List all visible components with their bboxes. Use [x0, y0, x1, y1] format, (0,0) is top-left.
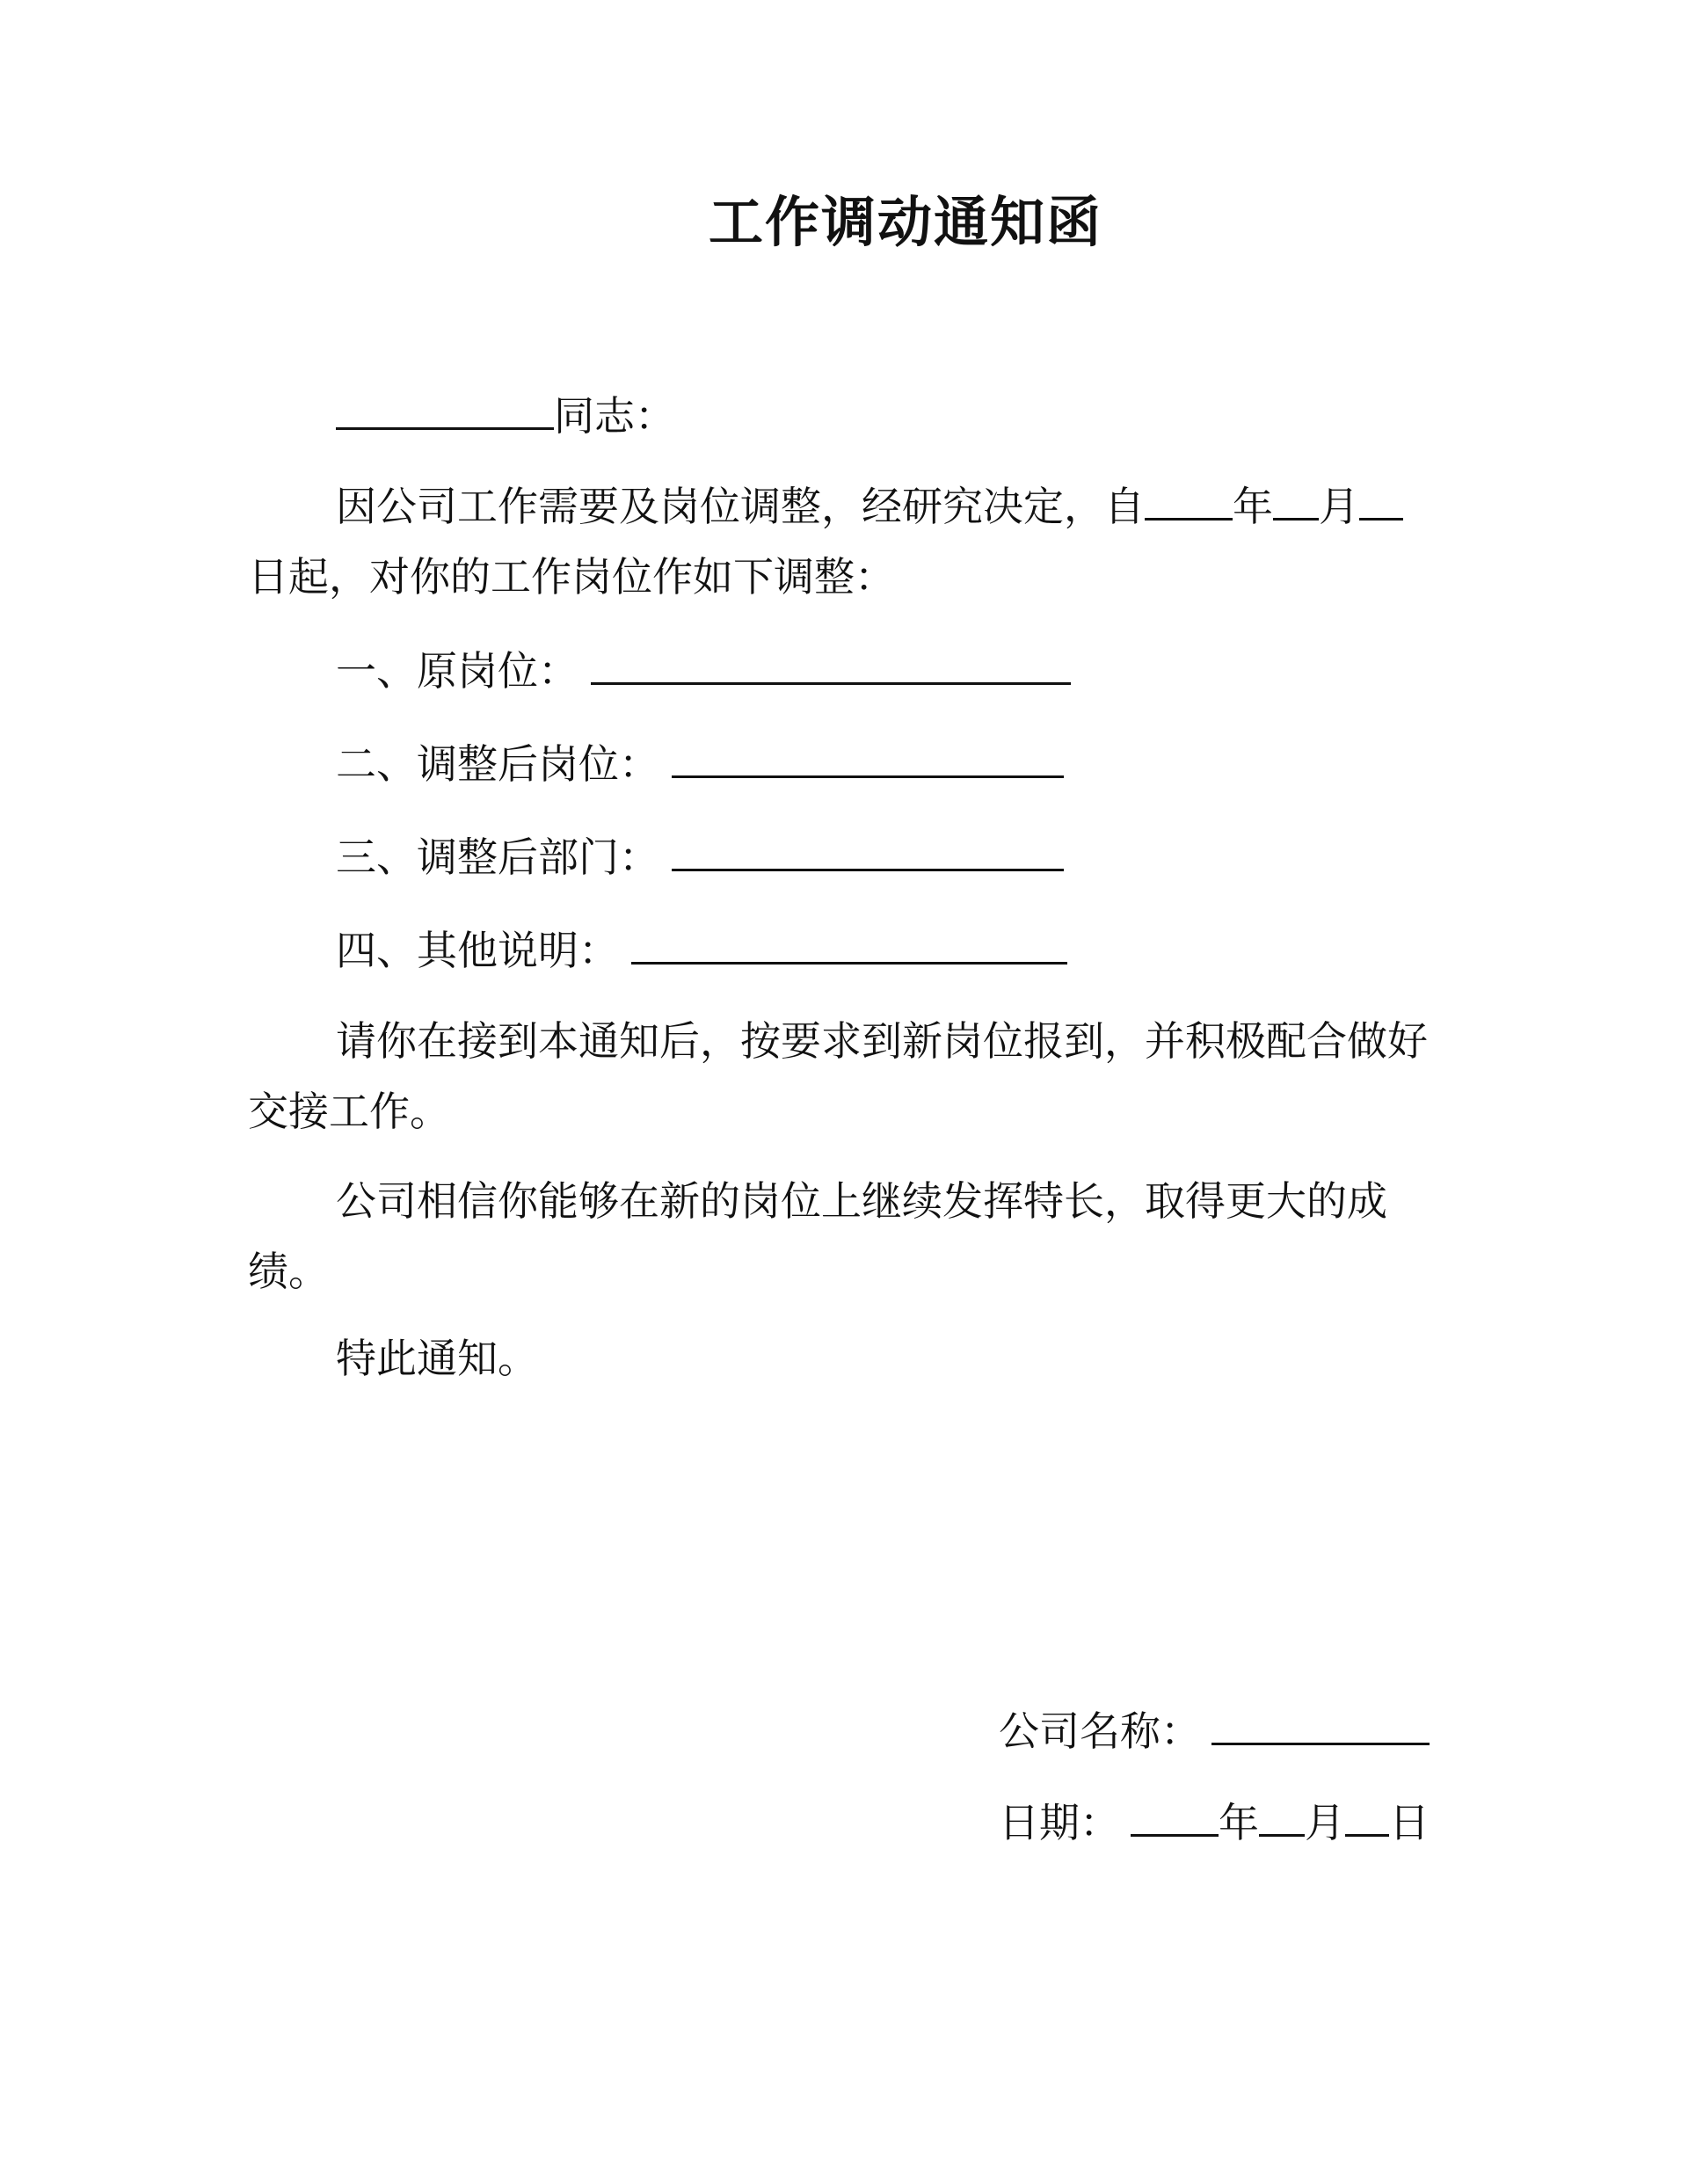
effective-year-blank[interactable]	[1145, 484, 1233, 521]
signature-month-blank[interactable]	[1259, 1799, 1305, 1837]
signature-year-blank[interactable]	[1131, 1799, 1219, 1837]
signature-day-label: 日	[1389, 1799, 1430, 1846]
item-new-position	[336, 740, 1064, 788]
other-notes-blank[interactable]	[631, 927, 1067, 965]
new-department-blank[interactable]	[672, 834, 1064, 871]
company-name-label: 公司名称：	[999, 1707, 1201, 1755]
original-position-blank[interactable]	[591, 647, 1071, 685]
effective-month-blank[interactable]	[1273, 484, 1319, 521]
item-original-position	[336, 647, 1071, 695]
item-label: 三、调整后部门：	[336, 834, 659, 881]
company-name-line	[999, 1707, 1430, 1755]
intro-text-2: 日起，对你的工作岗位作如下调整：	[248, 553, 895, 601]
intro-month-label: 月	[1319, 483, 1359, 530]
closing-text: 特此通知。	[336, 1335, 538, 1382]
signature-year-label: 年	[1219, 1799, 1259, 1846]
item-label: 一、原岗位：	[336, 647, 578, 695]
intro-text-1: 因公司工作需要及岗位调整，经研究决定，自	[336, 483, 1145, 530]
signature-month-label: 月	[1305, 1799, 1345, 1846]
recipient-name-blank[interactable]	[336, 392, 554, 430]
effective-day-blank[interactable]	[1359, 484, 1403, 521]
item-label: 二、调整后岗位：	[336, 740, 659, 788]
item-label: 四、其他说明：	[336, 927, 619, 974]
encouragement-paragraph: 公司相信你能够在新的岗位上继续发挥特长，取得更大的成绩。	[248, 1177, 1387, 1295]
request-paragraph: 请你在接到本通知后，按要求到新岗位报到，并积极配合做好交接工作。	[248, 1017, 1428, 1135]
intro-year-label: 年	[1233, 483, 1273, 530]
salutation	[336, 392, 675, 440]
intro-paragraph	[248, 471, 1435, 612]
salutation-suffix: 同志：	[554, 392, 675, 440]
signature-date-line	[999, 1799, 1430, 1846]
signature-day-blank[interactable]	[1345, 1799, 1389, 1837]
item-other-notes	[336, 927, 1067, 974]
item-new-department	[336, 834, 1064, 881]
company-name-blank[interactable]	[1211, 1707, 1430, 1745]
new-position-blank[interactable]	[672, 740, 1064, 778]
date-label: 日期：	[999, 1799, 1120, 1846]
document-title: 工作调动通知函	[708, 190, 1102, 254]
